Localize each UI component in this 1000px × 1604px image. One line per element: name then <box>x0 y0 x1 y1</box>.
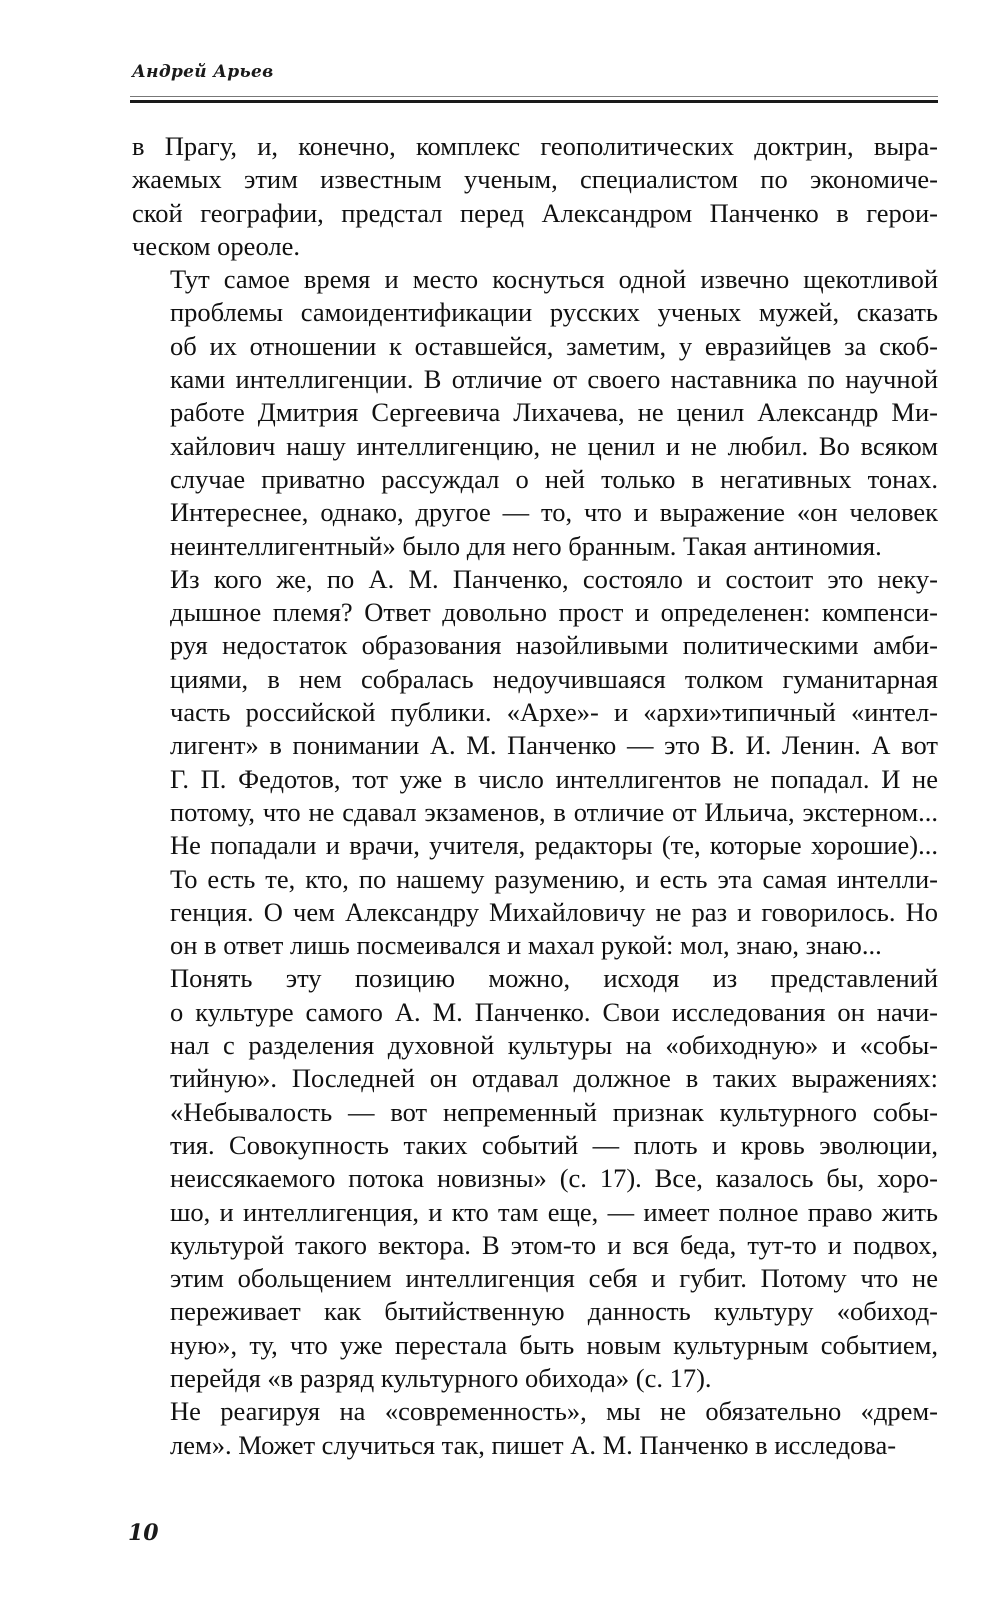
text-line: тия. Совокупность таких событий — плоть и кровь эволюции, <box>170 1129 938 1160</box>
text-line: Из кого же, по А. М. Панченко, состояло и состоит это неку- <box>170 563 938 594</box>
text-line: ками интеллигенции. В отличие от своего наставника по научной <box>170 364 938 395</box>
header-rule <box>130 100 938 103</box>
text-line: То есть те, кто, по нашему разумению, и есть эта самая интелли- <box>170 863 938 894</box>
text-line: он в ответ лишь посмеивался и махал рукой: мол, знаю, знаю... <box>170 930 882 961</box>
text-line: перейдя «в разряд культурного обихода» (с. 17). <box>170 1362 712 1393</box>
text-line: нал с разделения духовной культуры на «обиходную» и «собы- <box>170 1030 938 1061</box>
header-rule-thin <box>130 96 938 97</box>
running-head: Андрей Арьев <box>132 62 274 82</box>
text-line: циями, в нем собралась недоучившаяся толком гуманитарная <box>170 663 938 694</box>
text-line: об их отношении к оставшейся, заметим, у евразийцев за скоб- <box>170 330 938 361</box>
paragraph-3 <box>132 563 938 963</box>
text-line: культурой такого вектора. В этом-то и вся беда, тут-то и подвох, <box>170 1229 938 1260</box>
text-line: дышное племя? Ответ довольно прост и определенен: компенси- <box>170 597 938 628</box>
text-line: ческом ореоле. <box>132 230 300 261</box>
text-line: проблемы самоидентификации русских ученых мужей, сказать <box>170 297 938 328</box>
text-line: работе Дмитрия Сергеевича Лихачева, не ценил Александр Ми- <box>170 397 938 428</box>
text-line: неинтеллигентный» было для него бранным. Такая антиномия. <box>170 530 882 561</box>
text-line: лем». Может случиться так, пишет А. М. Панченко в исследова- <box>170 1429 897 1460</box>
text-line: Интереснее, однако, другое — то, что и выражение «он человек <box>170 497 938 528</box>
text-line: переживает как бытийственную данность культуру «обиход- <box>170 1296 938 1327</box>
page-number: 10 <box>128 1520 159 1546</box>
text-line: неиссякаемого потока новизны» (с. 17). Все, казалось бы, хоро- <box>170 1163 938 1194</box>
text-line: Понять эту позицию можно, исходя из представлений <box>170 963 938 994</box>
text-line: Не попадали и врачи, учителя, редакторы (те, которые хорошие)... <box>170 830 938 861</box>
text-line: о культуре самого А. М. Панченко. Свои исследования он начи- <box>170 996 938 1027</box>
paragraph-4 <box>132 962 938 1395</box>
text-line: тийную». Последней он отдавал должное в таких выражениях: <box>170 1063 938 1094</box>
paragraph-2 <box>132 263 938 563</box>
text-line: жаемых этим известным ученым, специалистом по экономиче- <box>132 164 938 195</box>
text-line: в Прагу, и, конечно, комплекс геополитических доктрин, выра- <box>132 131 938 161</box>
text-line: Г. П. Федотов, тот уже в число интеллигентов не попадал. И не <box>170 763 938 794</box>
text-line: ную», ту, что уже перестала быть новым культурным событием, <box>170 1329 938 1360</box>
text-line: часть российской публики. «Архе»- и «архи»типичный «интел- <box>170 697 938 728</box>
text-line: этим обольщением интеллигенция себя и губит. Потому что не <box>170 1263 938 1294</box>
text-line: Тут самое время и место коснуться одной извечно щекотливой <box>170 264 938 295</box>
text-line: хайлович нашу интеллигенцию, не ценил и не любил. Во всяком <box>170 430 938 461</box>
text-line: руя недостаток образования назойливыми политическими амби- <box>170 630 938 661</box>
text-line: генция. О чем Александру Михайловичу не раз и говорилось. Но <box>170 896 938 927</box>
paragraph-1 <box>132 130 938 263</box>
text-line: Не реагируя на «современность», мы не обязательно «дрем- <box>170 1396 938 1427</box>
paragraph-5 <box>132 1395 938 1462</box>
text-line: шо, и интеллигенция, и кто там еще, — имеет полное право жить <box>170 1196 938 1227</box>
text-line: случае приватно рассуждал о ней только в негативных тонах. <box>170 463 938 494</box>
text-line: лигент» в понимании А. М. Панченко — это В. И. Ленин. А вот <box>170 730 938 761</box>
text-line: «Небывалость — вот непременный признак культурного собы- <box>170 1096 938 1127</box>
text-line: ской географии, предстал перед Александром Панченко в герои- <box>132 197 938 228</box>
text-line: потому, что не сдавал экзаменов, в отличие от Ильича, экстерном... <box>170 796 938 827</box>
body-text <box>132 130 938 1462</box>
